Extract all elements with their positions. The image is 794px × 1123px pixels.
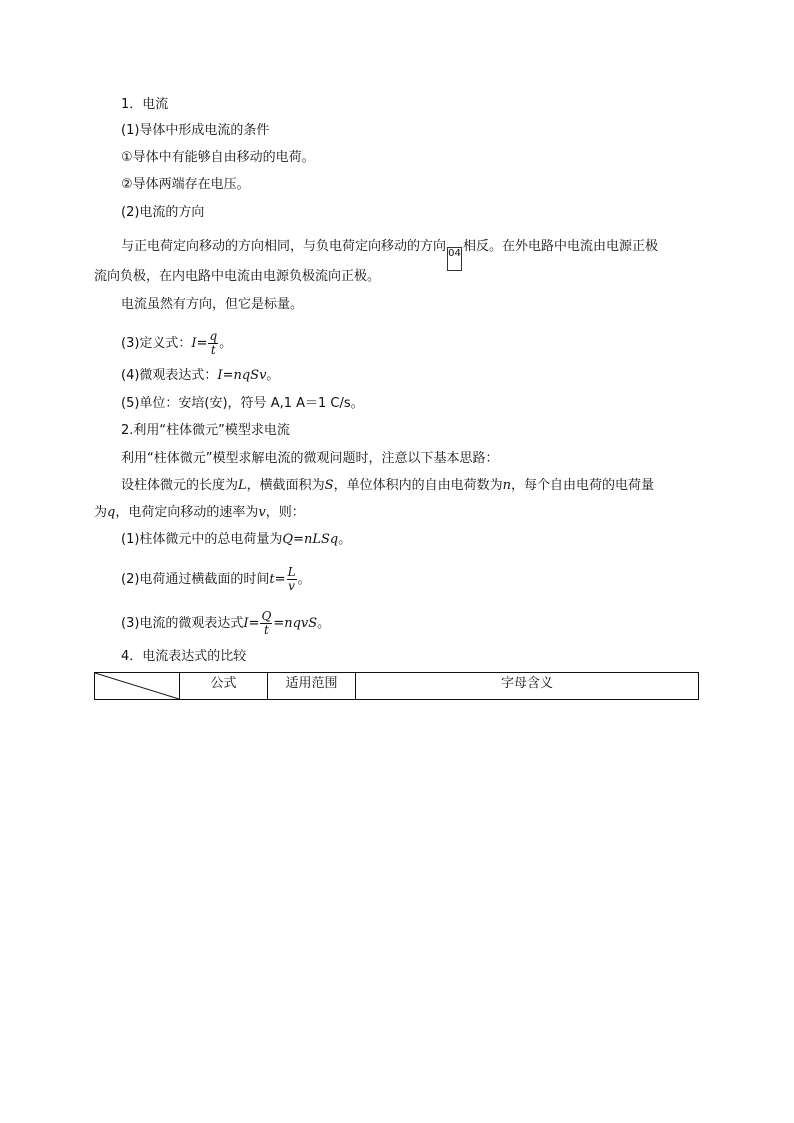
condition-1: ①导体中有能够自由移动的电荷。 xyxy=(121,150,315,165)
direction-paragraph-line1 xyxy=(121,238,658,271)
i2-fraction xyxy=(287,566,297,593)
heading-comparison: 4．电流表达式的比较 xyxy=(121,649,247,664)
cyl-text-a: 设柱体微元的长度为 xyxy=(121,478,239,493)
scalar-note: 电流虽然有方向，但它是标量。 xyxy=(121,297,304,312)
cyl-text-g: ，则： xyxy=(265,505,305,520)
micro-label: (4)微观表达式： xyxy=(121,368,218,383)
i3-rhs: nqvS xyxy=(284,616,318,631)
micro-end: 。 xyxy=(266,368,280,383)
i2-eq: = xyxy=(274,572,286,587)
diagonal-header-cell xyxy=(95,673,179,699)
cylinder-paragraph-line2 xyxy=(94,504,305,522)
i3-end: 。 xyxy=(317,616,331,631)
subheading-conditions: (1)导体中形成电流的条件 xyxy=(121,123,270,138)
var-S: S xyxy=(324,478,334,493)
i1-end: 。 xyxy=(338,532,352,547)
i2-denominator: v xyxy=(288,579,295,593)
cyl-text-b: ，横截面积为 xyxy=(246,478,325,493)
i3-lhs: I xyxy=(243,616,249,631)
table-header-scope: 适用范围 xyxy=(267,673,355,699)
direction-paragraph-line2: 流向负极，在内电路中电流由电源负极流向正极。 xyxy=(94,269,381,284)
micro-lhs: I xyxy=(217,368,223,383)
i3-eq: = xyxy=(248,616,260,631)
i3-eq2: = xyxy=(273,616,285,631)
i3-fraction xyxy=(260,610,272,637)
heading-current: 1．电流 xyxy=(121,97,169,112)
def-numerator: q xyxy=(209,329,218,343)
unit-line: (5)单位：安培(安)，符号 A,1 A＝1 C/s。 xyxy=(121,396,364,411)
i1-eq: = xyxy=(293,532,304,547)
table-header-formula: 公式 xyxy=(179,673,267,699)
answer-box: 04 xyxy=(447,247,462,271)
direction-text-b: 相反。在外电路中电流由电源正极 xyxy=(463,239,659,254)
def-denominator: t xyxy=(210,343,216,357)
def-lhs: I xyxy=(191,336,197,351)
item-time xyxy=(121,566,311,593)
i3-numerator: Q xyxy=(261,609,272,623)
var-v: v xyxy=(258,505,266,520)
i2-lhs: t xyxy=(269,572,275,587)
def-end: 。 xyxy=(219,336,233,351)
i2-numerator: L xyxy=(287,565,296,579)
def-fraction xyxy=(208,330,218,357)
diagonal-line xyxy=(95,673,179,699)
var-n: n xyxy=(502,478,511,493)
i3-label: (3)电流的微观表达式 xyxy=(121,616,244,631)
item-micro-expression xyxy=(121,610,330,637)
i1-rhs: nLSq xyxy=(304,532,339,547)
definition-label: (3)定义式： xyxy=(121,336,192,351)
def-eq: = xyxy=(196,336,208,351)
micro-formula xyxy=(121,367,279,385)
cyl-text-e: 为 xyxy=(94,505,108,520)
item-total-charge xyxy=(121,531,351,549)
i1-lhs: Q xyxy=(282,532,294,547)
subheading-direction: (2)电流的方向 xyxy=(121,205,205,220)
cylinder-intro: 利用“柱体微元”模型求解电流的微观问题时，注意以下基本思路： xyxy=(121,451,499,466)
i1-label: (1)柱体微元中的总电荷量为 xyxy=(121,532,283,547)
definition-formula xyxy=(121,330,232,357)
cyl-text-c: ，单位体积内的自由电荷数为 xyxy=(333,478,503,493)
condition-2: ②导体两端存在电压。 xyxy=(121,177,250,192)
heading-cylinder-model: 2.利用“柱体微元”模型求电流 xyxy=(121,423,290,438)
comparison-table xyxy=(94,672,699,700)
var-L: L xyxy=(238,478,247,493)
cylinder-paragraph-line1 xyxy=(121,477,654,495)
micro-rhs: nqSv xyxy=(233,368,267,383)
cyl-text-f: ，电荷定向移动的速率为 xyxy=(115,505,259,520)
var-q: q xyxy=(107,505,116,520)
micro-eq: = xyxy=(222,368,234,383)
table-header-meaning: 字母含义 xyxy=(355,673,698,699)
i2-end: 。 xyxy=(297,572,311,587)
i2-label: (2)电荷通过横截面的时间 xyxy=(121,572,270,587)
i3-denominator: t xyxy=(263,623,269,637)
direction-text-a: 与正电荷定向移动的方向相同，与负电荷定向移动的方向 xyxy=(121,239,447,254)
cyl-text-d: ，每个自由电荷的电荷量 xyxy=(510,478,654,493)
